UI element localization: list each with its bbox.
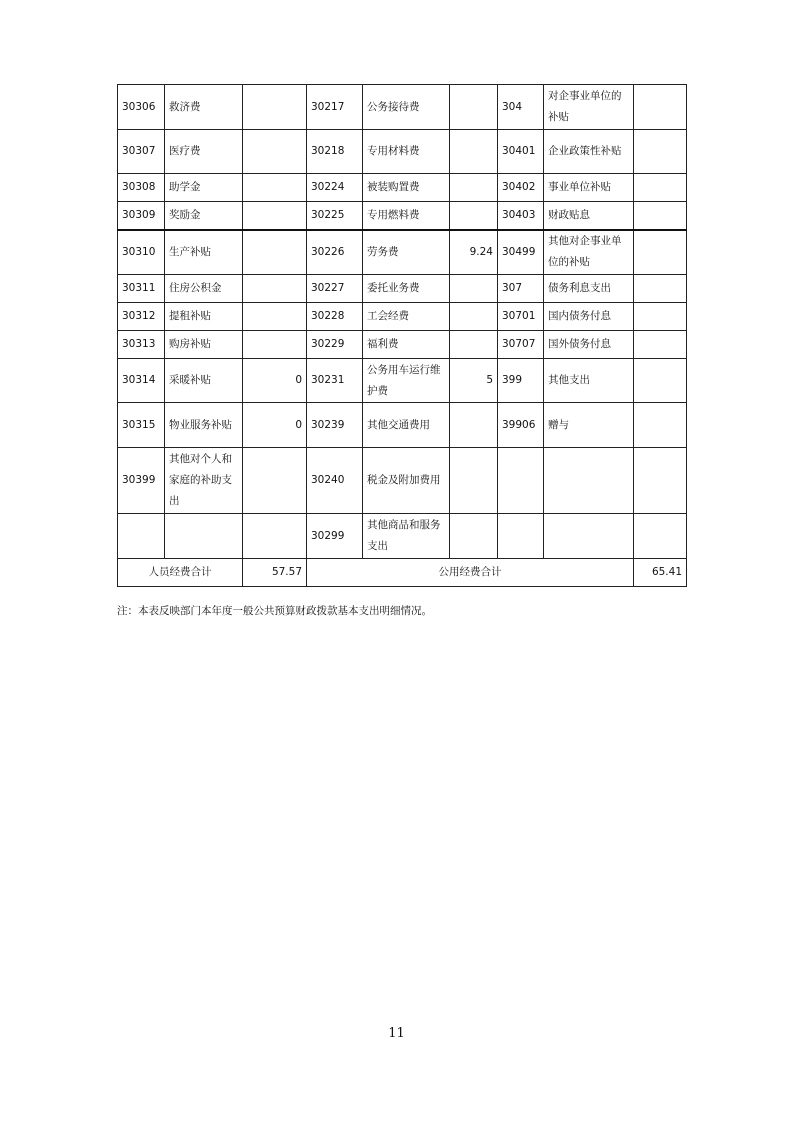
item-name-cell: 提租补贴 <box>165 303 243 331</box>
code-cell: 30218 <box>307 130 363 174</box>
item-name-cell: 国外债务付息 <box>544 331 634 359</box>
item-name-cell: 债务利息支出 <box>544 275 634 303</box>
amount-cell <box>243 303 307 331</box>
amount-cell <box>243 331 307 359</box>
public-total-amount: 65.41 <box>634 559 687 587</box>
code-cell: 30227 <box>307 275 363 303</box>
table-row <box>118 448 687 514</box>
code-cell: 30299 <box>307 514 363 559</box>
item-name-cell: 救济费 <box>165 85 243 130</box>
amount-cell <box>243 130 307 174</box>
table-row <box>118 275 687 303</box>
amount-cell <box>450 202 498 230</box>
item-name-cell: 专用材料费 <box>363 130 450 174</box>
public-total-label: 公用经费合计 <box>307 559 634 587</box>
code-cell: 30399 <box>118 448 165 514</box>
item-name-cell: 赠与 <box>544 403 634 448</box>
item-name-cell: 委托业务费 <box>363 275 450 303</box>
amount-cell <box>450 303 498 331</box>
item-name-cell: 其他支出 <box>544 359 634 403</box>
code-cell: 30401 <box>498 130 544 174</box>
code-cell: 30240 <box>307 448 363 514</box>
amount-cell <box>450 174 498 202</box>
code-cell: 30228 <box>307 303 363 331</box>
item-name-cell: 福利费 <box>363 331 450 359</box>
amount-cell <box>634 174 687 202</box>
item-name-cell: 公务接待费 <box>363 85 450 130</box>
item-name-cell: 生产补贴 <box>165 230 243 275</box>
item-name-cell: 物业服务补贴 <box>165 403 243 448</box>
item-name-cell <box>544 448 634 514</box>
item-name-cell: 奖励金 <box>165 202 243 230</box>
item-name-cell: 医疗费 <box>165 130 243 174</box>
amount-cell: 0 <box>243 403 307 448</box>
expenditure-detail-table <box>117 84 687 587</box>
code-cell: 30309 <box>118 202 165 230</box>
table-row <box>118 85 687 130</box>
code-cell: 30312 <box>118 303 165 331</box>
amount-cell <box>634 359 687 403</box>
amount-cell <box>243 514 307 559</box>
amount-cell <box>450 275 498 303</box>
totals-row <box>118 559 687 587</box>
page-number: 11 <box>388 1026 405 1041</box>
table-row <box>118 174 687 202</box>
personnel-total-label: 人员经费合计 <box>118 559 243 587</box>
table-row <box>118 303 687 331</box>
amount-cell <box>450 403 498 448</box>
amount-cell <box>450 331 498 359</box>
item-name-cell: 国内债务付息 <box>544 303 634 331</box>
item-name-cell: 其他对个人和家庭的补助支出 <box>165 448 243 514</box>
amount-cell <box>243 448 307 514</box>
table-row <box>118 331 687 359</box>
amount-cell <box>634 85 687 130</box>
code-cell: 30707 <box>498 331 544 359</box>
item-name-cell: 住房公积金 <box>165 275 243 303</box>
code-cell <box>498 448 544 514</box>
item-name-cell: 其他商品和服务支出 <box>363 514 450 559</box>
code-cell: 30315 <box>118 403 165 448</box>
amount-cell <box>634 448 687 514</box>
code-cell: 30307 <box>118 130 165 174</box>
amount-cell <box>634 514 687 559</box>
table-body <box>118 85 687 587</box>
code-cell: 39906 <box>498 403 544 448</box>
code-cell: 30308 <box>118 174 165 202</box>
item-name-cell: 被装购置费 <box>363 174 450 202</box>
personnel-total-amount: 57.57 <box>243 559 307 587</box>
amount-cell <box>243 174 307 202</box>
code-cell: 30402 <box>498 174 544 202</box>
item-name-cell: 专用燃料费 <box>363 202 450 230</box>
amount-cell <box>243 85 307 130</box>
item-name-cell: 劳务费 <box>363 230 450 275</box>
code-cell: 30403 <box>498 202 544 230</box>
table-row <box>118 403 687 448</box>
code-cell: 30239 <box>307 403 363 448</box>
amount-cell: 9.24 <box>450 230 498 275</box>
item-name-cell: 事业单位补贴 <box>544 174 634 202</box>
code-cell: 304 <box>498 85 544 130</box>
code-cell: 30229 <box>307 331 363 359</box>
amount-cell <box>634 403 687 448</box>
item-name-cell: 其他对企事业单位的补贴 <box>544 230 634 275</box>
code-cell: 30306 <box>118 85 165 130</box>
code-cell <box>498 514 544 559</box>
item-name-cell <box>165 514 243 559</box>
amount-cell <box>450 130 498 174</box>
amount-cell <box>634 230 687 275</box>
item-name-cell: 企业政策性补贴 <box>544 130 634 174</box>
table-row <box>118 130 687 174</box>
item-name-cell: 财政贴息 <box>544 202 634 230</box>
item-name-cell: 采暖补贴 <box>165 359 243 403</box>
code-cell: 399 <box>498 359 544 403</box>
code-cell: 30499 <box>498 230 544 275</box>
item-name-cell: 其他交通费用 <box>363 403 450 448</box>
amount-cell: 5 <box>450 359 498 403</box>
amount-cell <box>634 202 687 230</box>
amount-cell <box>634 130 687 174</box>
code-cell: 30231 <box>307 359 363 403</box>
amount-cell <box>243 275 307 303</box>
amount-cell <box>634 331 687 359</box>
table-row <box>118 230 687 275</box>
table-row <box>118 202 687 230</box>
item-name-cell: 公务用车运行维护费 <box>363 359 450 403</box>
code-cell: 30217 <box>307 85 363 130</box>
code-cell: 30701 <box>498 303 544 331</box>
table-row <box>118 514 687 559</box>
item-name-cell: 助学金 <box>165 174 243 202</box>
amount-cell <box>450 85 498 130</box>
code-cell: 30225 <box>307 202 363 230</box>
amount-cell: 0 <box>243 359 307 403</box>
code-cell: 30313 <box>118 331 165 359</box>
item-name-cell: 购房补贴 <box>165 331 243 359</box>
table-note: 注：本表反映部门本年度一般公共预算财政拨款基本支出明细情况。 <box>117 605 432 617</box>
code-cell: 307 <box>498 275 544 303</box>
item-name-cell <box>544 514 634 559</box>
item-name-cell: 税金及附加费用 <box>363 448 450 514</box>
code-cell: 30226 <box>307 230 363 275</box>
code-cell: 30310 <box>118 230 165 275</box>
amount-cell <box>634 303 687 331</box>
code-cell: 30311 <box>118 275 165 303</box>
item-name-cell: 工会经费 <box>363 303 450 331</box>
code-cell <box>118 514 165 559</box>
code-cell: 30314 <box>118 359 165 403</box>
amount-cell <box>450 514 498 559</box>
amount-cell <box>634 275 687 303</box>
code-cell: 30224 <box>307 174 363 202</box>
item-name-cell: 对企事业单位的补贴 <box>544 85 634 130</box>
amount-cell <box>450 448 498 514</box>
amount-cell <box>243 202 307 230</box>
amount-cell <box>243 230 307 275</box>
table-row <box>118 359 687 403</box>
